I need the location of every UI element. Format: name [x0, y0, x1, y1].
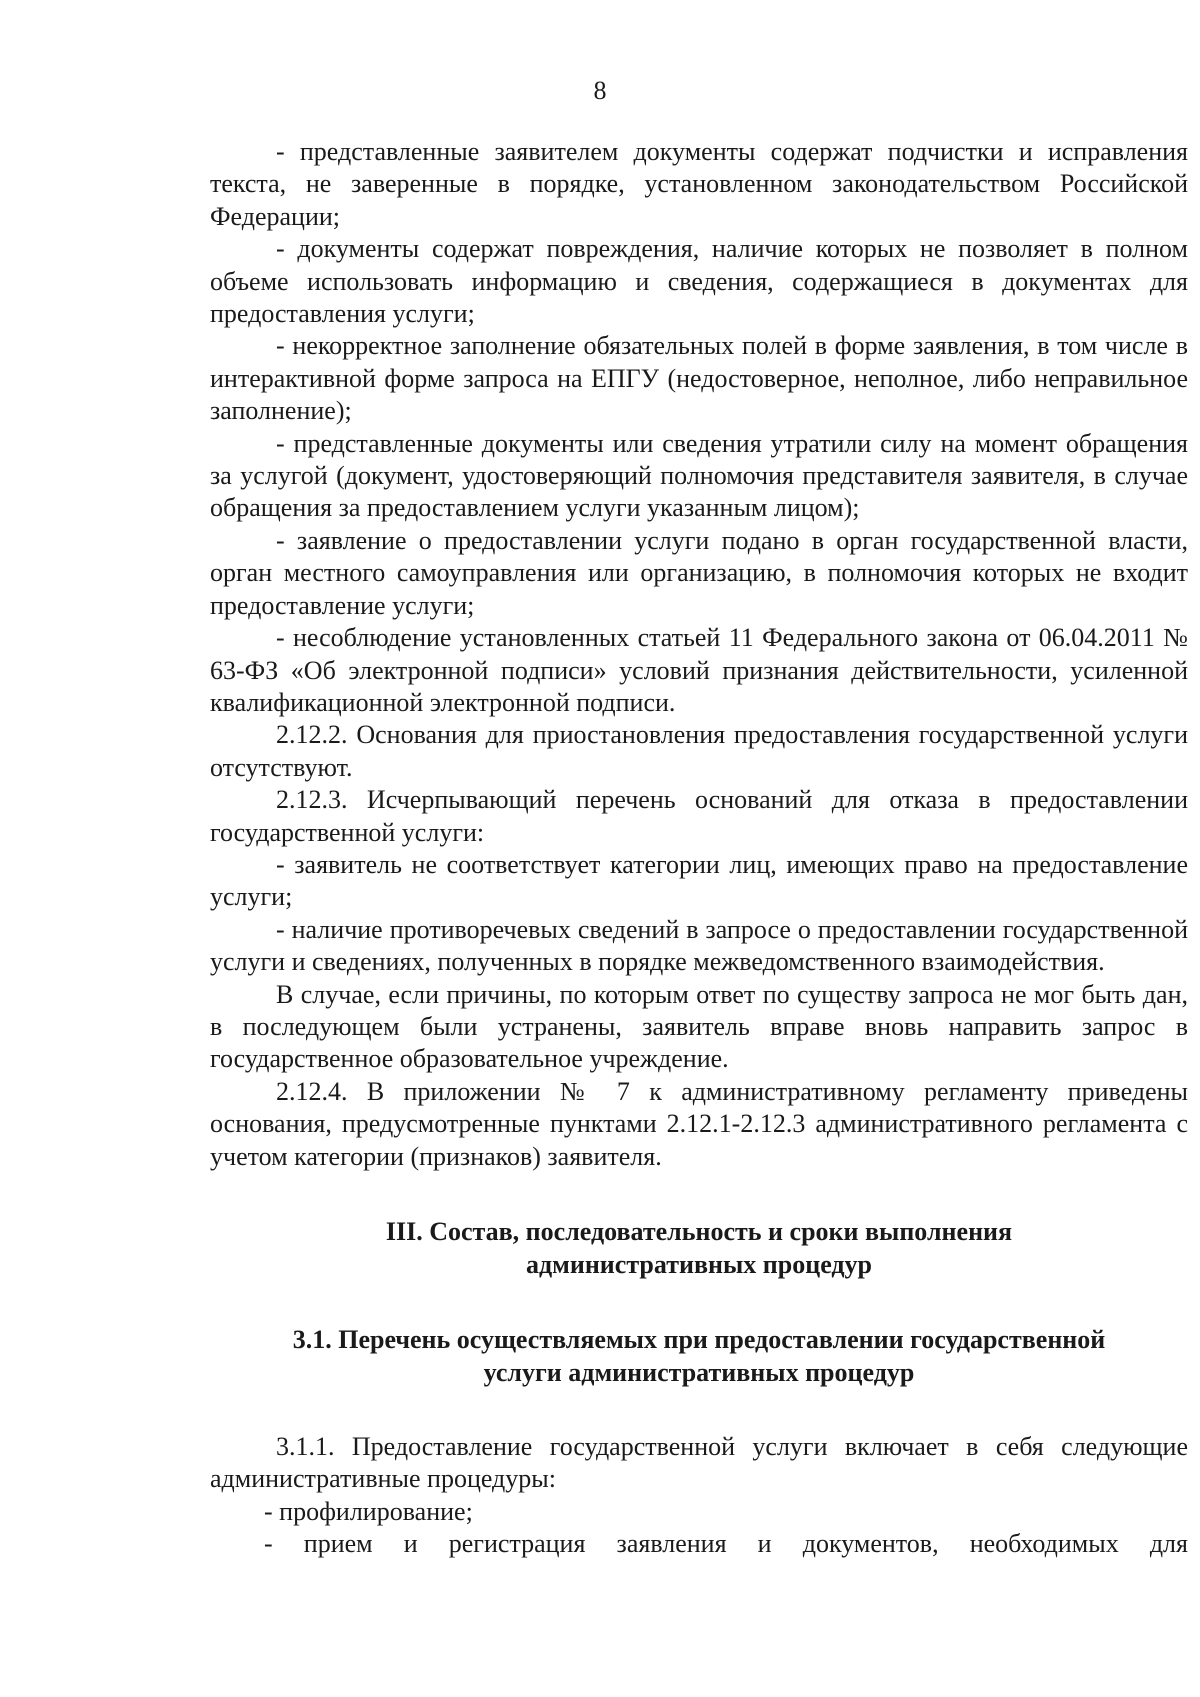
paragraph-electronic-signature: - несоблюдение установленных статьей 11 Федерального закона от 06.04.2011 № 63-ФЗ «Об электронной подписи» условий признания действительности, усиленной квалификационной электронной подписи. — [210, 623, 1188, 717]
paragraph-3-1-1: 3.1.1. Предоставление государственной услуги включает в себя следующие административные процедуры: — [210, 1432, 1188, 1494]
paragraph-resubmission: В случае, если причины, по которым ответ по существу запроса не мог быть дан, в последующем были устранены, заявитель вправе вновь направить запрос в государственное образовательное учреждение. — [210, 979, 1188, 1074]
paragraph-profiling: - профилирование; — [264, 1496, 473, 1526]
subsection-heading-line1: 3.1. Перечень осуществляемых при предоставлении государственной — [292, 1325, 1106, 1354]
paragraph-incorrect-filling: - некорректное заполнение обязательных полей в форме заявления, в том числе в интерактивной форме запроса на ЕПГУ (недостоверное, неполное, либо неправильное заполнение); — [210, 331, 1188, 426]
paragraph-2-12-4: 2.12.4. В приложении № 7 к административному регламенту приведены основания, предусмотренные пунктами 2.12.1-2.12.3 административного регламента с учетом категории (признаков) заявителя. — [210, 1076, 1188, 1171]
section-heading — [210, 1215, 1188, 1281]
paragraph-contradictory-info: - наличие противоречевых сведений в запросе о предоставлении государственной услуги и сведениях, полученных в порядке межведомственного взаимодействия. — [210, 914, 1188, 977]
paragraph-category-mismatch: - заявитель не соответствует категории лиц, имеющих право на предоставление услуги; — [210, 849, 1188, 912]
paragraph-damaged-documents: - документы содержат повреждения, наличие которых не позволяет в полном объеме использовать информацию и сведения, содержащиеся в документах для предоставления услуги; — [210, 234, 1188, 329]
paragraph-expired-documents: - представленные документы или сведения утратили силу на момент обращения за услугой (документ, удостоверяющий полномочия представителя заявителя, в случае обращения за предоставлением услуги указанным лицом); — [210, 428, 1188, 523]
paragraph-corrections: - представленные заявителем документы содержат подчистки и исправления текста, не заверенные в порядке, установленном законодательством Российской Федерации; — [210, 137, 1188, 231]
page-number: 8 — [593, 76, 607, 105]
paragraph-wrong-authority: - заявление о предоставлении услуги подано в орган государственной власти, орган местного самоуправления или организацию, в полномочия которых не входит предоставление услуги; — [210, 525, 1188, 620]
section-heading-line1: III. Состав, последовательность и сроки выполнения — [385, 1217, 1013, 1246]
subsection-heading — [210, 1323, 1188, 1389]
paragraph-reception: - прием и регистрация заявления и документов, необходимых для — [264, 1529, 1188, 1559]
paragraph-2-12-2: 2.12.2. Основания для приостановления предоставления государственной услуги отсутствуют. — [210, 720, 1188, 782]
subsection-heading-line2: услуги административных процедур — [483, 1358, 915, 1387]
section-heading-line2: административных процедур — [525, 1250, 873, 1279]
paragraph-2-12-3: 2.12.3. Исчерпывающий перечень оснований для отказа в предоставлении государственной услуги: — [210, 785, 1188, 847]
document-body — [210, 136, 1188, 1561]
